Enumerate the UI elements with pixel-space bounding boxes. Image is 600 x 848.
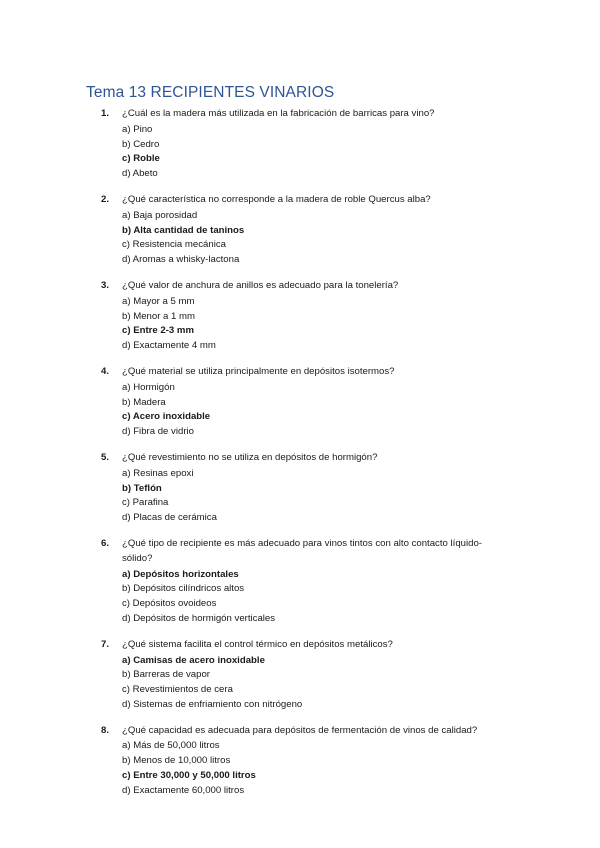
answer-option: b) Menos de 10,000 litros [122,755,231,767]
question-number: 2. [101,193,110,205]
question-text: ¿Qué tipo de recipiente es más adecuado para vinos tintos con alto contacto líquido-sólido? [122,537,482,564]
question-number: 4. [101,365,110,377]
question-number: 1. [101,108,110,119]
answer-option: d) Abeto [122,168,158,180]
answer-option: d) Aromas a whisky-lactona [122,254,240,266]
question-line [0,365,502,380]
question-number: 8. [101,724,110,736]
question-item [0,724,600,799]
question-text: ¿Qué valor de anchura de anillos es adecuado para la tonelería? [122,279,399,291]
answer-option-correct: c) Entre 2-3 mm [122,325,194,337]
question-number: 6. [101,537,110,549]
question-item [0,193,600,268]
question-item [0,451,600,526]
question-line [0,638,502,653]
question-item [0,638,600,713]
question-text: ¿Cuál es la madera más utilizada en la fabricación de barricas para vino? [122,108,435,119]
question-line [0,451,502,466]
answer-option: c) Depósitos ovoideos [122,598,217,610]
answer-option-correct: b) Alta cantidad de taninos [122,224,245,236]
answer-options [0,295,600,354]
question-line [0,107,502,122]
question-line [0,279,502,294]
answer-options [0,467,600,526]
question-number: 7. [101,638,110,650]
answer-option: a) Baja porosidad [122,209,198,221]
question-text: ¿Qué revestimiento no se utiliza en depósitos de hormigón? [122,451,378,463]
answer-option: b) Menor a 1 mm [122,310,196,322]
answer-option: d) Exactamente 60,000 litros [122,784,245,796]
question-text: ¿Qué sistema facilita el control térmico en depósitos metálicos? [122,638,393,650]
answer-option: d) Fibra de vidrio [122,426,194,438]
question-item [0,107,600,182]
answer-options [0,209,600,268]
answer-options [0,568,600,627]
question-number: 3. [101,279,110,291]
answer-option-correct: a) Camisas de acero inoxidable [122,654,265,666]
question-text: ¿Qué material se utiliza principalmente en depósitos isotermos? [122,365,395,377]
page-title: Tema 13 RECIPIENTES VINARIOS [86,84,335,101]
answer-option: c) Resistencia mecánica [122,239,226,251]
answer-option: a) Hormigón [122,381,175,393]
answer-option: d) Placas de cerámica [122,512,217,524]
question-item [0,279,600,354]
answer-option: d) Sistemas de enfriamiento con nitrógeno [122,698,303,710]
answer-option: d) Exactamente 4 mm [122,340,216,352]
question-item [0,537,600,627]
answer-option-correct: b) Teflón [122,482,162,494]
answer-option: b) Madera [122,396,166,408]
question-text: ¿Qué capacidad es adecuada para depósitos de fermentación de vinos de calidad? [122,724,478,736]
answer-option: b) Cedro [122,138,160,150]
answer-option-correct: c) Acero inoxidable [122,411,211,423]
question-line [0,537,502,567]
answer-option: b) Barreras de vapor [122,669,210,681]
answer-option: c) Parafina [122,497,169,509]
question-number: 5. [101,451,110,463]
question-text: ¿Qué característica no corresponde a la madera de roble Quercus alba? [122,193,431,205]
answer-option: d) Depósitos de hormigón verticales [122,612,276,624]
question-line [0,193,502,208]
answer-option-correct: c) Entre 30,000 y 50,000 litros [122,770,256,782]
answer-option: a) Pino [122,123,153,135]
answer-option: a) Más de 50,000 litros [122,740,220,752]
answer-option-correct: c) Roble [122,153,160,165]
question-list [0,107,600,810]
answer-option: a) Resinas epoxi [122,467,194,479]
answer-options [0,654,600,713]
answer-options [0,123,600,182]
answer-option: b) Depósitos cilíndricos altos [122,583,245,595]
answer-options [0,381,600,440]
question-line [0,724,502,739]
answer-options [0,739,600,798]
answer-option: a) Mayor a 5 mm [122,295,195,307]
answer-option: c) Revestimientos de cera [122,684,233,696]
question-item [0,365,600,440]
answer-option-correct: a) Depósitos horizontales [122,568,239,580]
